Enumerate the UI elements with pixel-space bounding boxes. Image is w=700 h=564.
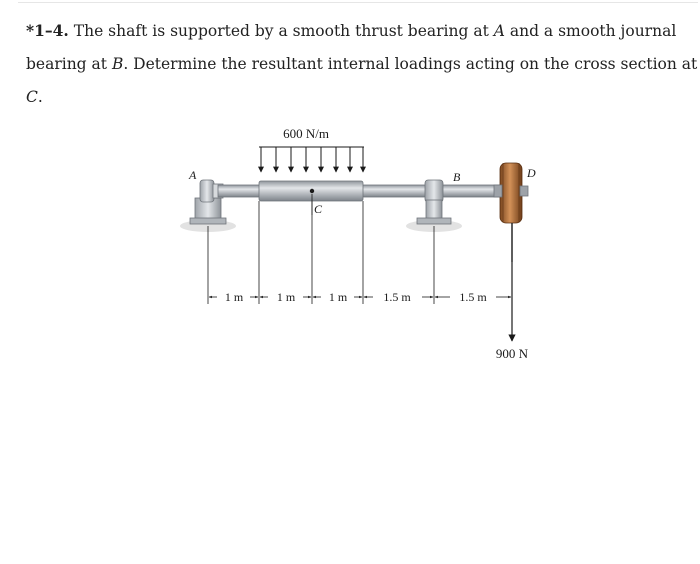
label-c: C <box>314 202 323 216</box>
distributed-load-label: 600 N/m <box>283 126 329 141</box>
problem-number: *1–4. <box>26 21 69 40</box>
dimension-label: 1 m <box>276 290 296 304</box>
label-a: A <box>189 168 197 182</box>
label-b: B <box>453 170 461 184</box>
dimension-label: 1 m <box>328 290 348 304</box>
dimension-label: 1.5 m <box>383 290 411 304</box>
dimension-label: 1.5 m <box>459 290 487 304</box>
problem-text-2: and a smooth journal bearing at <box>26 22 677 73</box>
problem-text-4: . <box>37 88 43 106</box>
pulley-d <box>494 163 528 223</box>
distributed-load <box>259 147 364 172</box>
problem-text-3: . Determine the resultant internal loadings acting on the cross section at <box>123 55 698 73</box>
point-c-marker <box>310 189 314 193</box>
problem-text-1: The shaft is supported by a smooth thrust bearing at <box>68 22 494 40</box>
dimension-label: 1 m <box>224 290 244 304</box>
point-load-label: 900 N <box>495 346 529 361</box>
var-a: A <box>493 22 505 40</box>
var-c: C <box>26 88 38 106</box>
label-d: D <box>527 166 536 180</box>
var-b: B <box>111 55 124 73</box>
